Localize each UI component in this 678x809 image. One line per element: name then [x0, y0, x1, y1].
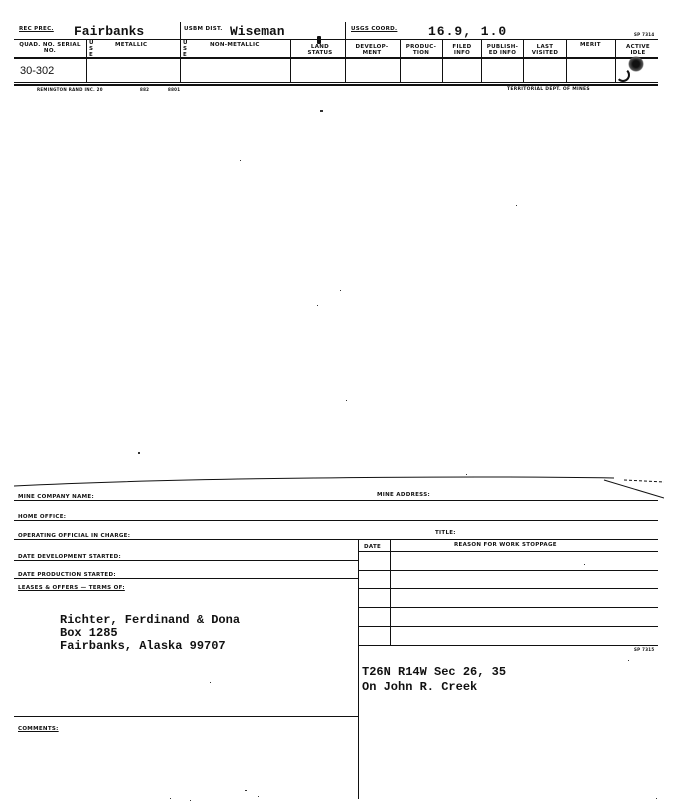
usbm-dist-value: Wiseman [230, 24, 285, 39]
col-published-info: PUBLISH-ED INFO [486, 44, 519, 56]
location-creek: On John R. Creek [362, 680, 478, 694]
lessee-box: Box 1285 [60, 626, 118, 640]
usbm-dist-label: USBM DIST. [184, 26, 223, 32]
col-development: DEVELOP-MENT [355, 44, 389, 56]
home-office-label: HOME OFFICE: [18, 514, 67, 520]
lessee-name: Richter, Ferdinand & Dona [60, 613, 241, 627]
printer-code-1: 882 [140, 87, 150, 92]
usgs-coord-value: 16.9, 1.0 [428, 24, 508, 39]
col-active: ACTIVE IDLE [626, 44, 650, 56]
tear-edge [14, 470, 664, 500]
form-number-2: SP 7315 [634, 647, 655, 652]
land-status-mark [317, 36, 321, 44]
location-block [362, 665, 506, 695]
mine-company-name-label: MINE COMPANY NAME: [18, 494, 94, 500]
rec-prec-value: Fairbanks [74, 24, 145, 39]
title-label: TITLE: [435, 530, 456, 536]
location-township: T26N R14W Sec 26, 35 [362, 665, 507, 679]
printer-label: REMINGTON RAND INC. 20 [37, 87, 103, 92]
rec-prec-label: REC PREC. [19, 26, 54, 32]
usgs-coord-label: USGS COORD. [351, 26, 398, 32]
form-number: SP 7314 [634, 32, 655, 37]
leases-offers-label: LEASES & OFFERS — TERMS OF: [18, 585, 125, 591]
col-quad-serial: QUAD. NO. SERIAL NO. [19, 42, 81, 54]
col-filed-info: FILED INFO [452, 44, 472, 56]
quad-serial-value: 30-302 [20, 65, 55, 77]
col-metallic: METALLIC [115, 42, 148, 48]
operating-official-label: OPERATING OFFICIAL IN CHARGE: [18, 533, 131, 539]
printer-code-2: 8801 [168, 87, 181, 92]
lessee-city: Fairbanks, Alaska 99707 [60, 639, 226, 653]
col-non-metallic: NON-METALLIC [210, 42, 260, 48]
comments-label: COMMENTS: [18, 726, 59, 732]
col-use-1: U S E [89, 40, 94, 58]
department-label: TERRITORIAL DEPT. OF MINES [507, 87, 590, 92]
punch-arc [616, 68, 630, 82]
col-last-visited: LAST VISITED [531, 44, 559, 56]
date-development-label: DATE DEVELOPMENT STARTED: [18, 554, 121, 560]
date-production-label: DATE PRODUCTION STARTED: [18, 572, 116, 578]
active-punch-mark [628, 56, 644, 72]
date-header: DATE [364, 544, 382, 550]
lessee-block [60, 614, 240, 653]
col-merit: MERIT [580, 42, 601, 48]
col-production: PRODUC-TION [405, 44, 437, 56]
col-use-2: U S E [183, 40, 188, 58]
mine-address-label: MINE ADDRESS: [377, 492, 430, 498]
reason-header: REASON FOR WORK STOPPAGE [454, 542, 557, 548]
col-land-status: LAND STATUS [307, 44, 333, 56]
